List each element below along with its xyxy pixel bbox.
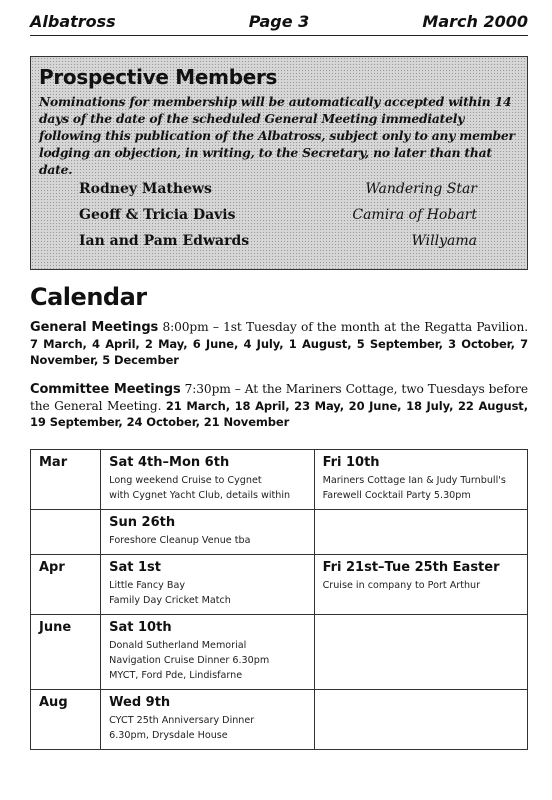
member-list: [79, 181, 477, 259]
calendar-event-cell: [314, 615, 527, 690]
event-detail: Long weekend Cruise to Cygnet: [109, 475, 262, 486]
member-row: [79, 181, 477, 207]
member-row: [79, 233, 477, 259]
calendar-month: Apr: [31, 555, 101, 615]
member-row: [79, 207, 477, 233]
calendar-event-cell: [101, 690, 314, 750]
event-detail: Mariners Cottage Ian & Judy Turnbull's: [322, 475, 506, 486]
event-date: Sat 10th: [109, 620, 172, 635]
table-row: [31, 690, 528, 750]
general-meetings: [30, 319, 528, 368]
event-detail: MYCT, Ford Pde, Lindisfarne: [109, 670, 243, 681]
member-boat: Wandering Star: [365, 181, 477, 197]
event-date: Fri 21st–Tue 25th Easter: [322, 560, 500, 575]
calendar-event-cell: [101, 510, 314, 555]
event-detail: CYCT 25th Anniversary Dinner: [109, 715, 255, 726]
general-meetings-text: 8:00pm – 1st Tuesday of the month at the Regatta Pavilion.: [158, 320, 528, 334]
committee-meetings: [30, 381, 528, 430]
event-detail: 6.30pm, Drysdale House: [109, 730, 228, 741]
event-date: Wed 9th: [109, 695, 171, 710]
calendar-event-cell: [314, 450, 527, 510]
committee-meetings-label: Committee Meetings: [30, 382, 181, 397]
newsletter-name: Albatross: [30, 12, 116, 31]
table-row: [31, 555, 528, 615]
event-date: Sat 4th–Mon 6th: [109, 455, 230, 470]
prospective-members-title: Prospective Members: [39, 65, 278, 89]
calendar-table: [30, 449, 528, 750]
page-header: [30, 10, 528, 36]
event-detail: Navigation Cruise Dinner 6.30pm: [109, 655, 270, 666]
calendar-month: [31, 510, 101, 555]
calendar-event-cell: [101, 615, 314, 690]
event-date: Sat 1st: [109, 560, 162, 575]
prospective-members-box: [30, 56, 528, 270]
general-meetings-label: General Meetings: [30, 320, 159, 335]
member-boat: Willyama: [411, 233, 477, 249]
calendar-month: June: [31, 615, 101, 690]
event-date: Fri 10th: [322, 455, 380, 470]
calendar-month: Mar: [31, 450, 101, 510]
calendar-event-cell: [101, 450, 314, 510]
event-detail: Little Fancy Bay: [109, 580, 186, 591]
calendar-title: Calendar: [30, 283, 147, 311]
member-name: Ian and Pam Edwards: [79, 233, 250, 249]
committee-meetings-dates: 21 March, 18 April, 23 May, 20 June, 18 July, 22 August, 19 September, 24 October, 21 November: [30, 399, 528, 429]
member-boat: Camira of Hobart: [352, 207, 477, 223]
member-name: Geoff & Tricia Davis: [79, 207, 236, 223]
event-detail: Donald Sutherland Memorial: [109, 640, 247, 651]
event-detail: Farewell Cocktail Party 5.30pm: [322, 490, 471, 501]
event-detail: Cruise in company to Port Arthur: [322, 580, 481, 591]
calendar-event-cell: [314, 690, 527, 750]
table-row: [31, 510, 528, 555]
event-detail: Foreshore Cleanup Venue tba: [109, 535, 251, 546]
calendar-event-cell: [101, 555, 314, 615]
page-number: Page 3: [248, 12, 310, 31]
event-detail: with Cygnet Yacht Club, details within: [109, 490, 291, 501]
member-name: Rodney Mathews: [79, 181, 212, 197]
calendar-event-cell: [314, 555, 527, 615]
general-meetings-dates: 7 March, 4 April, 2 May, 6 June, 4 July, 1 August, 5 September, 3 October, 7 November, 5 December: [30, 337, 528, 367]
committee-meetings-text: 7:30pm – At the Mariners Cottage, two Tuesdays before the General Meeting.: [30, 382, 528, 413]
table-row: [31, 450, 528, 510]
calendar-month: Aug: [31, 690, 101, 750]
prospective-members-text: Nominations for membership will be automatically accepted within 14 days of the date of the scheduled General Meeting immediately following this publication of the Albatross, subject only to any member lodging an objection, in writing, to the Secretary, no later than that date.: [39, 94, 515, 177]
calendar-event-cell: [314, 510, 527, 555]
issue-date: March 2000: [422, 12, 528, 31]
event-date: Sun 26th: [109, 515, 176, 530]
event-detail: Family Day Cricket Match: [109, 595, 231, 606]
table-row: [31, 615, 528, 690]
